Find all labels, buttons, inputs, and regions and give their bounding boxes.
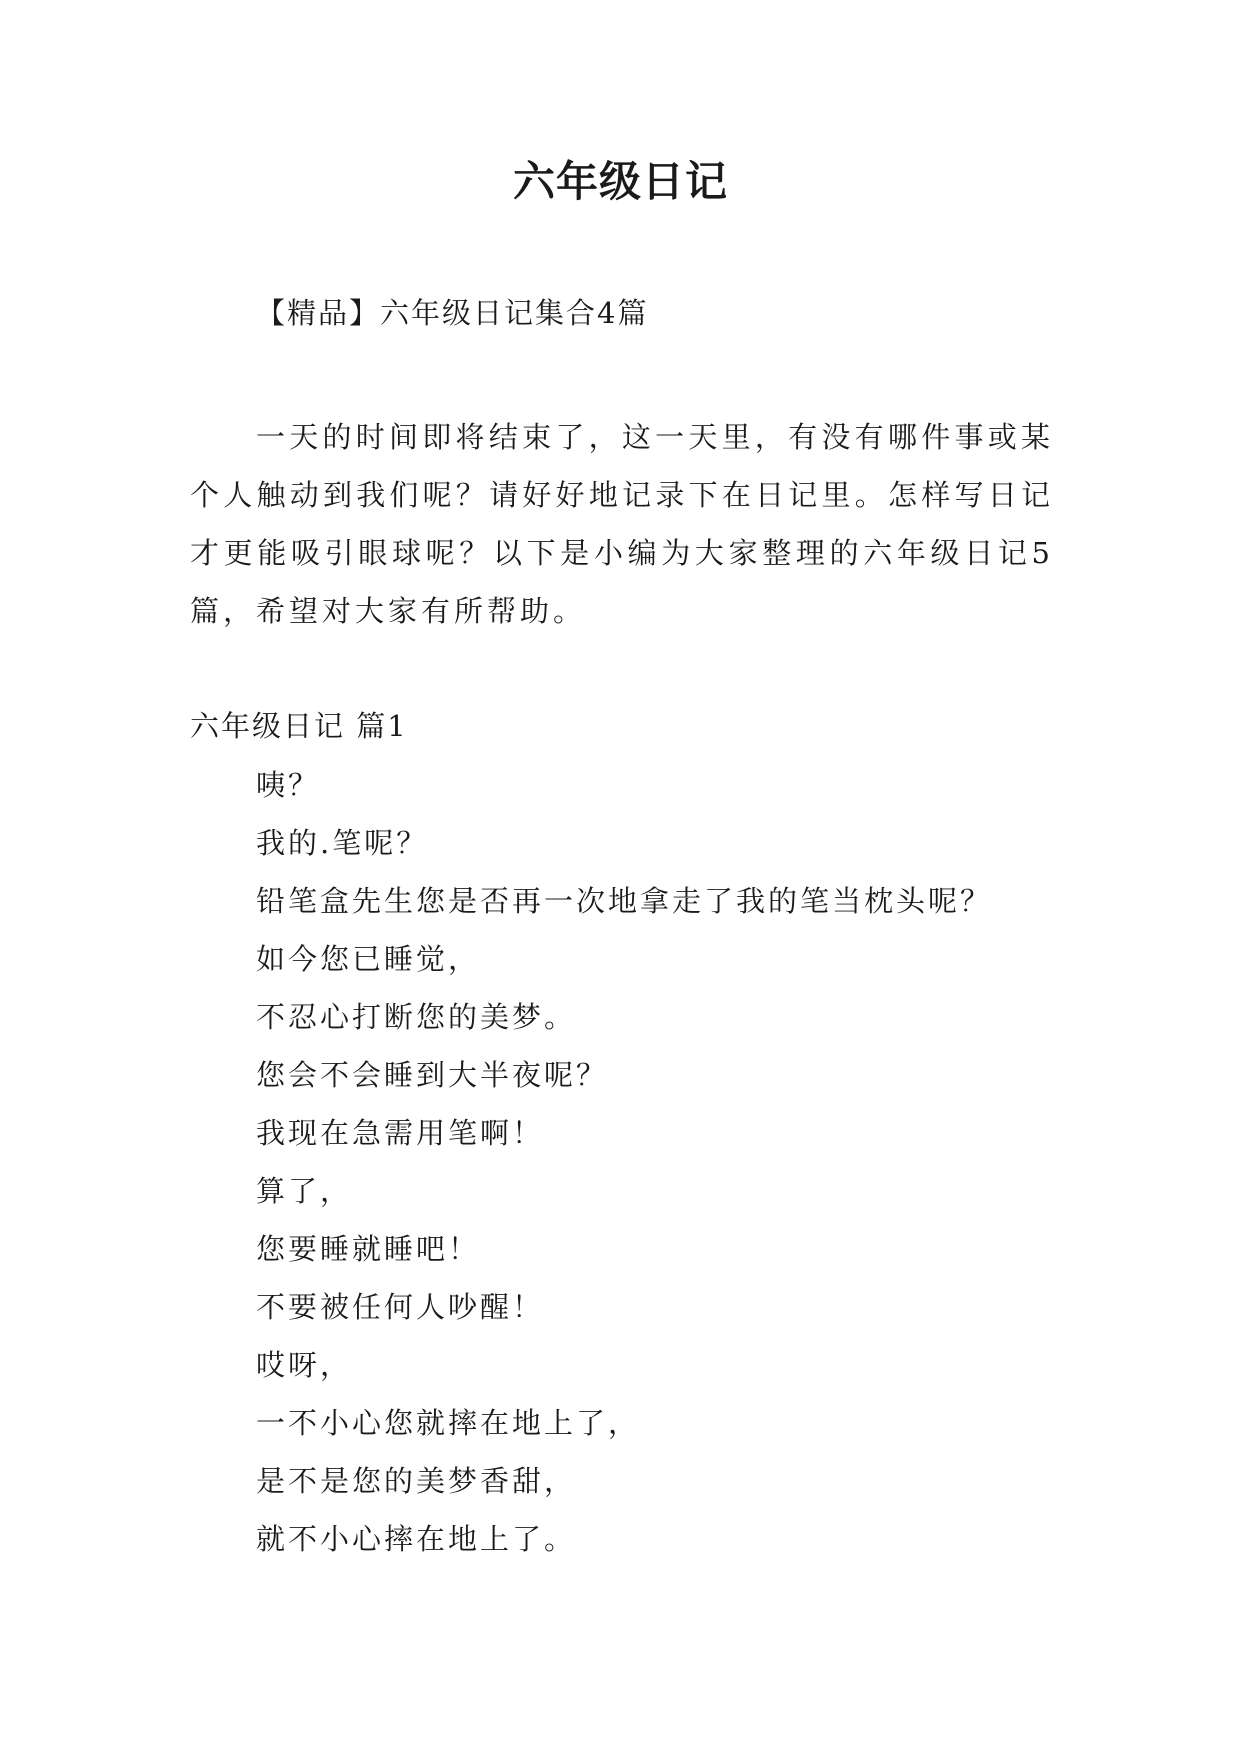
poem-line: 铅笔盒先生您是否再一次地拿走了我的笔当枕头呢？ [256, 884, 993, 918]
poem-line: 一不小心您就摔在地上了， [256, 1406, 641, 1440]
poem-line: 是不是您的美梦香甜， [256, 1464, 577, 1498]
poem-line: 您要睡就睡吧！ [256, 1232, 481, 1266]
poem-line: 我现在急需用笔啊！ [256, 1116, 545, 1150]
poem-line: 算了， [256, 1174, 353, 1208]
document-subtitle: 【精品】六年级日记集合4篇 [256, 296, 649, 330]
poem-line: 我的.笔呢？ [256, 826, 429, 860]
intro-paragraph: 一天的时间即将结束了，这一天里，有没有哪件事或某个人触动到我们呢？请好好地记录下在日记里。怎样写日记才更能吸引眼球呢？以下是小编为大家整理的六年级日记5篇，希望对大家有所帮助。 [190, 420, 1054, 628]
poem-line: 不要被任何人吵醒！ [256, 1290, 545, 1324]
poem-line: 咦？ [256, 768, 321, 802]
poem-line: 就不小心摔在地上了。 [256, 1522, 577, 1556]
section-heading: 六年级日记 篇1 [190, 709, 408, 743]
document-title: 六年级日记 [512, 157, 728, 206]
poem-line: 不忍心打断您的美梦。 [256, 1000, 577, 1034]
poem-line: 如今您已睡觉， [256, 942, 481, 976]
poem-line: 您会不会睡到大半夜呢？ [256, 1058, 609, 1092]
diary-poem [256, 756, 992, 1568]
poem-line: 哎呀， [256, 1348, 353, 1382]
